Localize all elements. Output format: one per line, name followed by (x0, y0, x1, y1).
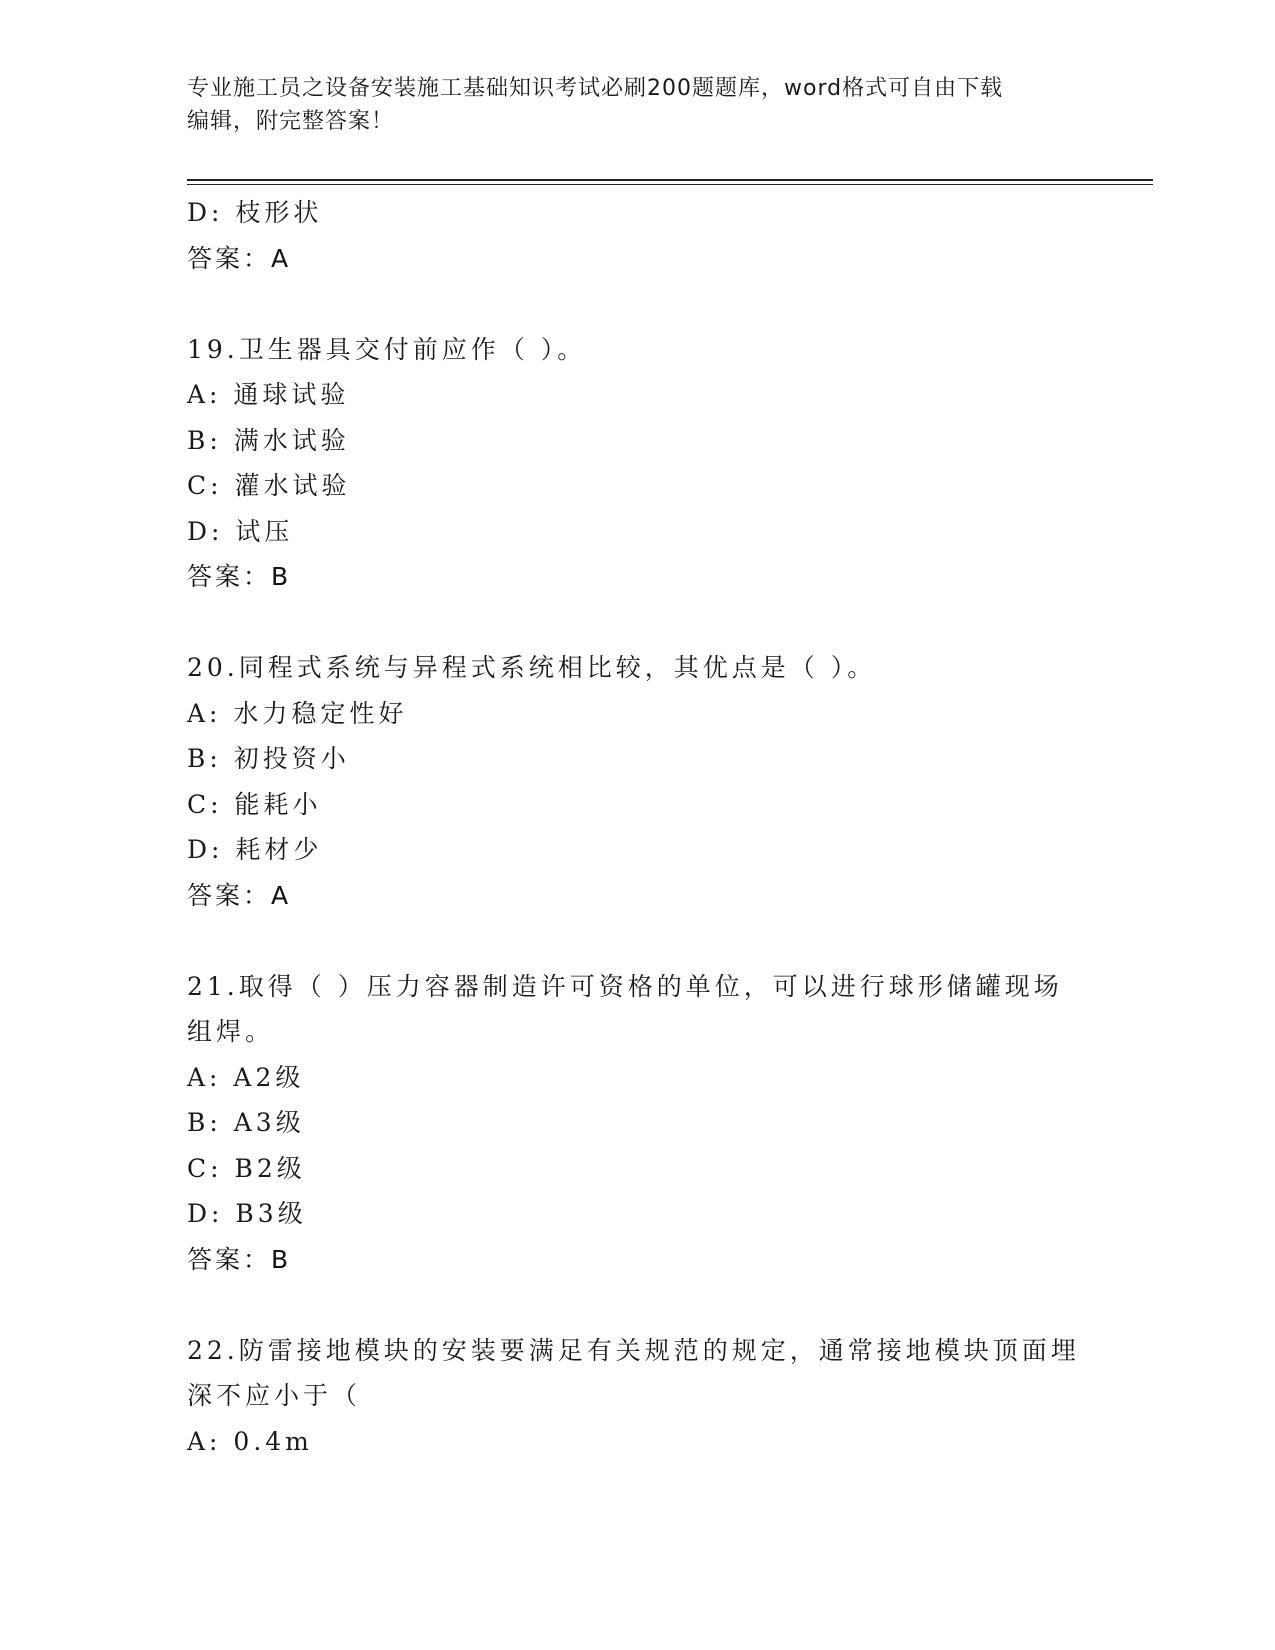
spacer (187, 600, 1087, 646)
question-20 (187, 645, 1087, 918)
document-body (187, 190, 1087, 1464)
question-22 (187, 1328, 1087, 1465)
header-line-2: 编辑，附完整答案！ (187, 109, 395, 134)
option-a: A: 通球试验 (187, 380, 350, 409)
option-b: B: 初投资小 (187, 744, 350, 773)
option-a: A: A2级 (187, 1062, 305, 1092)
spacer (187, 281, 1087, 327)
option-a: A: 水力稳定性好 (187, 698, 408, 728)
option-a: A: 0.4m (187, 1426, 313, 1456)
header-divider-thick (187, 179, 1153, 181)
question-text: 20.同程式系统与异程式系统相比较，其优点是（ ）。 (187, 653, 877, 682)
option-d: D: 枝形状 (187, 198, 323, 227)
spacer (187, 918, 1087, 964)
option-d: D: B3级 (187, 1199, 307, 1228)
question-text: 22.防雷接地模块的安装要满足有关规范的规定，通常接地模块顶面埋 (187, 1335, 1080, 1365)
option-d: D: 试压 (187, 516, 294, 546)
answer-line: 答案：B (187, 562, 292, 591)
answer-line: 答案：B (187, 1244, 292, 1274)
question-text: 19.卫生器具交付前应作（ ）。 (187, 334, 587, 364)
option-d: D: 耗材少 (187, 835, 323, 864)
question-text-continued: 组焊。 (187, 1017, 275, 1046)
option-c: C: B2级 (187, 1153, 306, 1183)
question-19 (187, 327, 1087, 600)
question-21 (187, 964, 1087, 1283)
answer-line: 答案：A (187, 880, 292, 910)
question-text-continued: 深不应小于（ (187, 1381, 362, 1410)
header-divider-thin (187, 184, 1153, 185)
option-b: B: A3级 (187, 1108, 305, 1137)
option-b: B: 满水试验 (187, 425, 350, 455)
spacer (187, 1282, 1087, 1328)
document-header (187, 72, 1087, 138)
answer-line: 答案：A (187, 243, 292, 273)
header-line-1: 专业施工员之设备安装施工基础知识考试必刷200题题库，word格式可自由下载 (187, 76, 1004, 101)
option-c: C: 能耗小 (187, 789, 322, 819)
option-c: C: 灌水试验 (187, 471, 351, 500)
question-text: 21.取得（ ）压力容器制造许可资格的单位，可以进行球形储罐现场 (187, 971, 1063, 1001)
